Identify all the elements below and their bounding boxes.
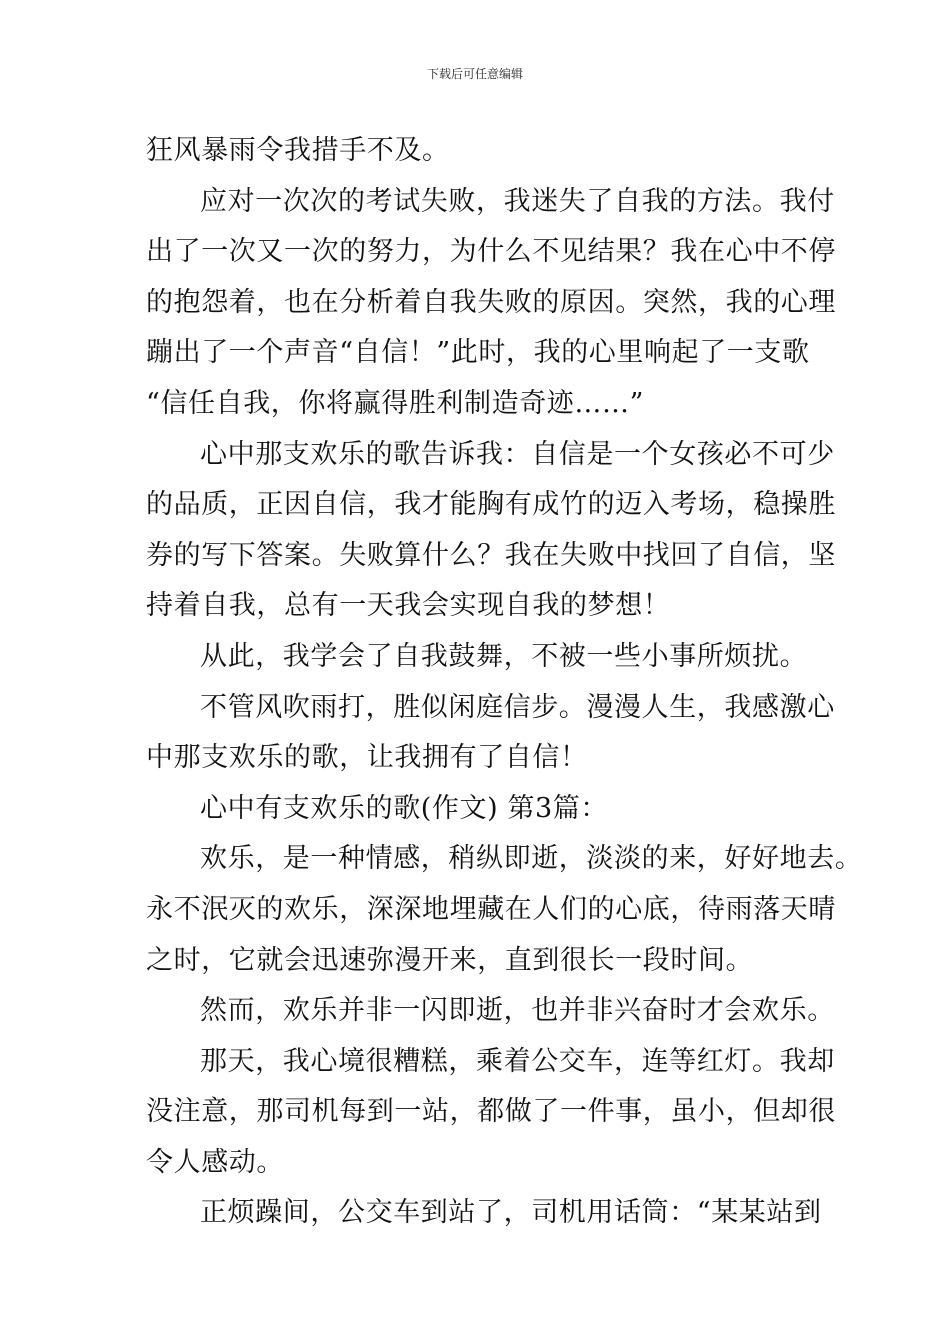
text-line: 中那支欢乐的歌，让我拥有了自信！: [146, 742, 588, 774]
text-line: 永不泯灭的欢乐，深深地埋藏在人们的心底，待雨落天晴: [146, 893, 836, 925]
text-line: 的品质，正因自信，我才能胸有成竹的迈入考场，稳操胜: [146, 489, 836, 521]
section-heading: 心中有支欢乐的歌(作文) 第3篇：: [200, 792, 609, 824]
text-line: 然而，欢乐并非一闪即逝，也并非兴奋时才会欢乐。: [200, 995, 835, 1027]
text-line: 之时，它就会迅速弥漫开来，直到很长一段时间。: [146, 944, 754, 976]
text-line: “信任自我，你将赢得胜利制造奇迹……”: [146, 387, 645, 419]
text-line: 的抱怨着，也在分析着自我失败的原因。突然，我的心理: [146, 286, 836, 318]
text-line: 蹦出了一个声音“自信！”此时，我的心里响起了一支歌: [146, 337, 810, 369]
text-line: 应对一次次的考试失败，我迷失了自我的方法。我付: [200, 185, 835, 217]
text-line: 狂风暴雨令我措手不及。: [146, 135, 450, 166]
text-line: 没注意，那司机每到一站，都做了一件事，虽小，但却很: [146, 1096, 836, 1128]
text-line: 不管风吹雨打，胜似闲庭信步。漫漫人生，我感激心: [200, 691, 835, 723]
text-line: 券的写下答案。失败算什么？我在失败中找回了自信，坚: [146, 539, 836, 571]
text-line: 那天，我心境很糟糕，乘着公交车，连等红灯。我却: [200, 1045, 835, 1077]
text-line: 正烦躁间，公交车到站了，司机用话筒：“某某站到: [200, 1197, 822, 1229]
text-line: 欢乐，是一种情感，稍纵即逝，淡淡的来，好好地去。: [200, 843, 863, 875]
text-line: 持着自我，总有一天我会实现自我的梦想！: [146, 590, 671, 622]
text-line: 出了一次又一次的努力，为什么不见结果？我在心中不停: [146, 236, 836, 268]
text-line: 从此，我学会了自我鼓舞，不被一些小事所烦扰。: [200, 640, 808, 672]
text-line: 心中那支欢乐的歌告诉我：自信是一个女孩必不可少: [200, 438, 835, 470]
text-line: 令人感动。: [146, 1146, 284, 1178]
page-header-note: 下载后可任意编辑: [426, 67, 523, 81]
document-body: [146, 126, 863, 1239]
